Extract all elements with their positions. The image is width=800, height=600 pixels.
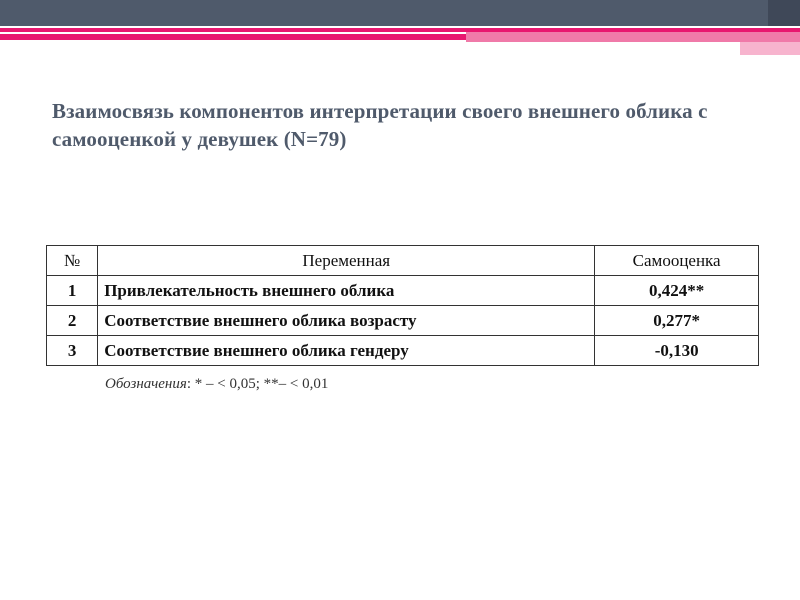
table-row xyxy=(47,306,759,336)
header-variable: Переменная xyxy=(98,246,595,276)
row-variable: Соответствие внешнего облика гендеру xyxy=(98,336,595,366)
row-variable: Привлекательность внешнего облика xyxy=(98,276,595,306)
row-number: 3 xyxy=(47,336,98,366)
row-score: -0,130 xyxy=(595,336,759,366)
header-self-esteem: Самооценка xyxy=(595,246,759,276)
top-band-pink-strip xyxy=(0,34,468,40)
header-number: № xyxy=(47,246,98,276)
results-table xyxy=(46,245,759,366)
footnote-text: : * – < 0,05; **– < 0,01 xyxy=(186,376,329,392)
row-score: 0,424** xyxy=(595,276,759,306)
top-band-dark-accent xyxy=(768,0,800,26)
row-score: 0,277* xyxy=(595,306,759,336)
top-band-light-block xyxy=(740,42,800,55)
top-band-pink-block xyxy=(466,32,800,42)
footnote-label: Обозначения xyxy=(105,376,187,392)
table-footnote xyxy=(105,376,328,393)
table-row xyxy=(47,336,759,366)
row-variable: Соответствие внешнего облика возрасту xyxy=(98,306,595,336)
row-number: 1 xyxy=(47,276,98,306)
table-header-row xyxy=(47,246,759,276)
row-number: 2 xyxy=(47,306,98,336)
top-band-dark xyxy=(0,0,800,26)
table-row xyxy=(47,276,759,306)
slide-title: Взаимосвязь компонентов интерпретации своего внешнего облика с самооценкой у девушек (N=79) xyxy=(52,99,708,151)
